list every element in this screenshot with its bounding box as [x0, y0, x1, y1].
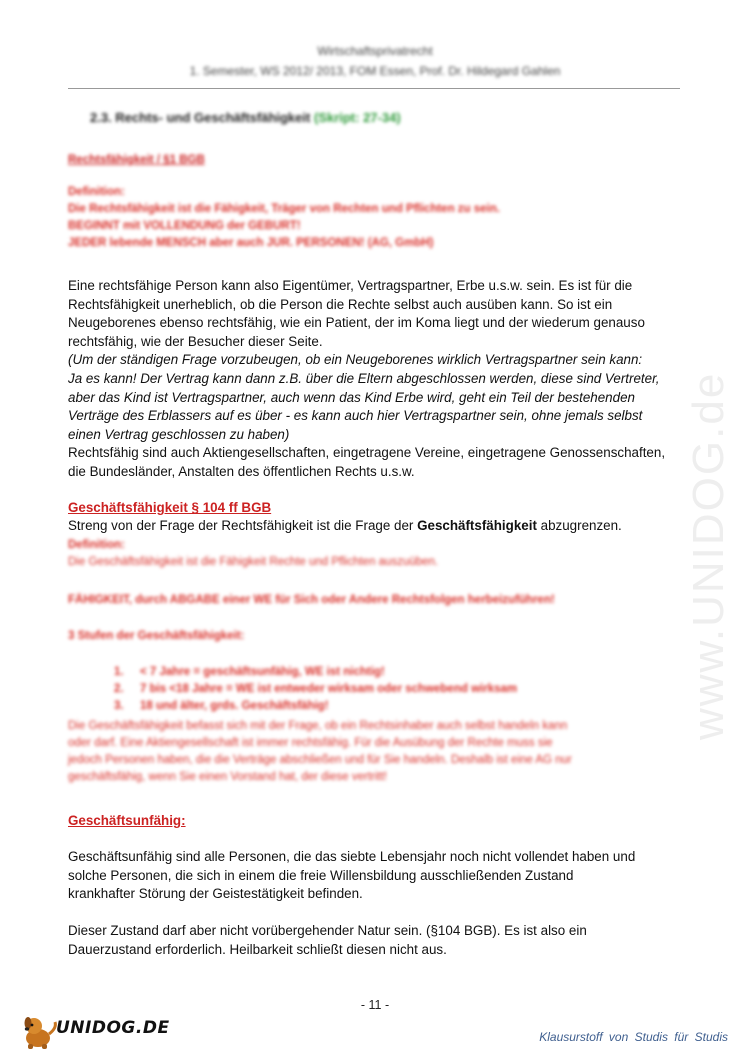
geschaeftsfaehigkeit-heading: Geschäftsfähigkeit § 104 ff BGB [68, 500, 272, 515]
rechtsfaehigkeit-definition [68, 184, 680, 252]
header-divider [68, 88, 680, 89]
list-item [114, 664, 634, 681]
geschaeftsfaehigkeit-heading-block [68, 499, 680, 518]
italic-line: Ja es kann! Der Vertrag kann dann z.B. über die Eltern abgeschlossen werden, diese sind Vertreter, [68, 370, 660, 386]
geschaeftsfaehigkeit-definition [68, 537, 680, 571]
dog-icon [25, 1017, 56, 1049]
definition-line: BEGINNT mit VOLLENDUNG der GEBURT! [68, 220, 301, 232]
stufen-label: 3 Stufen der Geschäftsfähigkeit: [68, 630, 245, 642]
note-line: geschäftsfähig, wenn Sie einen Vorstand hat, der diese vertritt! [68, 771, 387, 783]
geschaeftsunfaehig-para2 [68, 922, 680, 959]
body-line: solche Personen, die sich in einem die freie Willensbildung ausschließenden Zustand [68, 867, 574, 883]
definition-line: JEDER lebende MENSCH aber auch JUR. PERSONEN! (AG, GmbH) [68, 237, 434, 249]
body-line: rechtsfähig, wie der Besucher dieser Seite. [68, 333, 323, 349]
intro-text: Streng von der Frage der Rechtsfähigkeit ist die Frage der [68, 518, 418, 533]
definition-label: Definition: [68, 539, 125, 551]
geschaeftsunfaehig-heading-block [68, 812, 680, 831]
geschaeftsunfaehig-para1 [68, 848, 680, 904]
intro-text-end: abzugrenzen. [536, 518, 622, 533]
footer-tagline: Klausurstoff von Studis für Studis [539, 1030, 728, 1044]
definition-label: Definition: [68, 186, 125, 198]
page-number: - 11 - [360, 998, 390, 1012]
section-pages: (Skript: 27-34) [313, 110, 401, 125]
rechtsfaehigkeit-body [68, 277, 680, 482]
body-line: Rechtsfähig sind auch Aktiengesellschaften, eingetragene Vereine, eingetragene Genossenschaften, [68, 445, 666, 461]
list-number: 2. [114, 683, 124, 695]
definition-line: Die Geschäftsfähigkeit ist die Fähigkeit Rechte und Pflichten auszuüben. [68, 556, 439, 568]
note-line: oder darf. Eine Aktiengesellschaft ist immer rechtsfähig. Für die Ausübung der Rechte muss sie [68, 737, 553, 749]
body-line: Rechtsfähigkeit unerheblich, ob die Person die Rechte selbst auch ausüben kann. So ist ein [68, 296, 613, 312]
watermark [665, 270, 750, 750]
intro-bold: Geschäftsfähigkeit [417, 518, 537, 533]
list-text: 18 und älter, grds. Geschäftsfähig! [140, 700, 329, 712]
section-title [90, 110, 401, 125]
body-line: krankhafter Störung der Geistestätigkeit befinden. [68, 886, 363, 902]
list-item [114, 681, 634, 698]
list-item [114, 698, 634, 715]
geschaeftsfaehigkeit-note [68, 718, 680, 786]
body-line: die Bundesländer, Anstalten des öffentlichen Rechts u.s.w. [68, 463, 415, 479]
logo-text: UNIDOG.DE [56, 1018, 170, 1038]
geschaeftsfaehigkeit-intro [68, 517, 680, 536]
body-line: Eine rechtsfähige Person kann also Eigentümer, Vertragspartner, Erbe u.s.w. sein. Es ist für die [68, 278, 633, 293]
list-text: 7 bis <18 Jahre = WE ist entweder wirksam oder schwebend wirksam [140, 683, 518, 695]
header-subtitle: 1. Semester, WS 2012/ 2013, FOM Essen, Prof. Dr. Hildegard Gahlen [189, 64, 561, 78]
list-number: 3. [114, 700, 124, 712]
italic-line: einen Vertrag geschlossen zu haben) [68, 426, 290, 442]
italic-line: (Um der ständigen Frage vorzubeugen, ob ein Neugeborenes wirklich Vertragspartner sein kann: [68, 352, 643, 368]
geschaeftsunfaehig-heading: Geschäftsunfähig: [68, 813, 186, 828]
definition-line: Die Rechtsfähigkeit ist die Fähigkeit, Träger von Rechten und Pflichten zu sein. [68, 203, 500, 215]
body-line: Dieser Zustand darf aber nicht vorübergehender Natur sein. (§104 BGB). Es ist also ein [68, 923, 587, 938]
rechtsfaehigkeit-heading-block [68, 150, 680, 170]
body-line: Geschäftsunfähig sind alle Personen, die das siebte Lebensjahr noch nicht vollendet haben und [68, 849, 636, 864]
italic-line: Verträge des Erblassers auf es über - es kann auch hier Vertragspartner sein, ohne jemals selbst [68, 408, 643, 424]
list-number: 1. [114, 666, 124, 678]
caps-line-block [68, 592, 680, 609]
caps-line: FÄHIGKEIT, durch ABGABE einer WE für Sich oder Andere Rechtsfolgen herbeizuführen! [68, 594, 555, 606]
header-title: Wirtschaftsprivatrecht [317, 44, 433, 58]
body-line: Dauerzustand erforderlich. Heilbarkeit schließt diesen nicht aus. [68, 941, 447, 957]
italic-line: aber das Kind ist Vertragspartner, auch wenn das Kind Erbe wird, geht ein Teil der bestehenden [68, 389, 635, 405]
list-text: < 7 Jahre = geschäftsunfähig, WE ist nichtig! [140, 666, 385, 678]
stufen-list [114, 664, 634, 715]
body-line: Neugeborenes ebenso rechtsfähig, wie ein Patient, der im Koma liegt und der wiederum genauso [68, 315, 645, 331]
watermark-text: www.UNIDOG.de [684, 371, 733, 740]
note-line: jedoch Personen haben, die die Verträge abschließen und für Sie handeln. Deshalb ist eine AG nur [68, 754, 572, 766]
stufen-label-block [68, 628, 680, 645]
section-title-text: 2.3. Rechts- und Geschäftsfähigkeit [90, 110, 311, 125]
rechtsfaehigkeit-heading: Rechtsfähigkeit / §1 BGB [68, 154, 205, 166]
note-line: Die Geschäftsfähigkeit befasst sich mit der Frage, ob ein Rechtsinhaber auch selbst handeln kann [68, 720, 568, 732]
